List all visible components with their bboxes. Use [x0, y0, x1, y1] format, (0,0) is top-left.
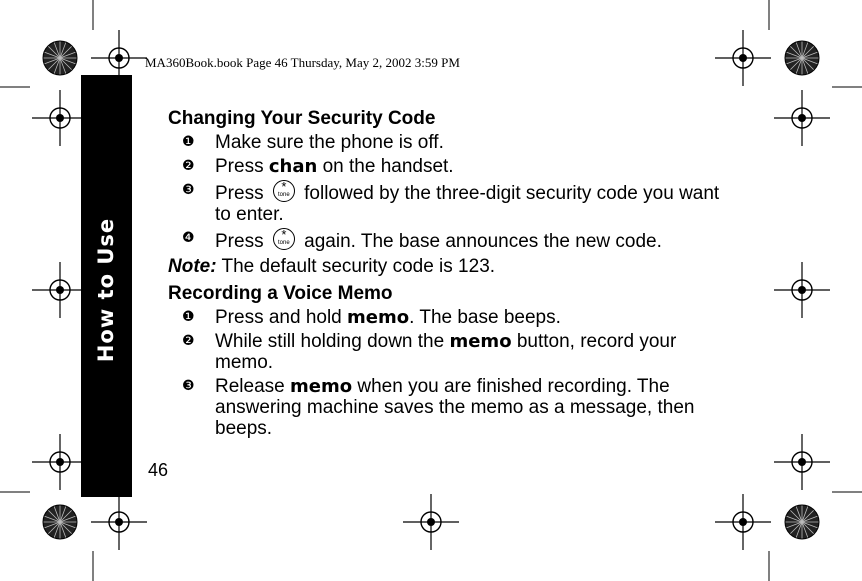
tone-key-label: tone [278, 240, 290, 246]
step [168, 132, 728, 153]
crosshair-bottom-center [403, 494, 459, 550]
registration-star-bottom-left [43, 505, 77, 539]
step-number: ❸ [182, 378, 195, 394]
crosshair-right-lower [774, 434, 830, 490]
crosshair-bottom-left [91, 494, 147, 550]
section-title-voice-memo: Recording a Voice Memo [168, 283, 393, 304]
step-number: ❸ [182, 182, 195, 198]
step-number: ❶ [182, 309, 195, 325]
crosshair-bottom-right [715, 494, 771, 550]
side-tab-label: How to Use [94, 217, 118, 363]
page-content [168, 108, 728, 439]
step-text: followed by the three-digit security code you want to enter. [215, 183, 720, 225]
crosshair-left-middle [32, 262, 88, 318]
registration-star-top-left [43, 41, 77, 75]
step-text: again. The base announces the new code. [304, 231, 662, 252]
tone-key-label: tone [278, 192, 290, 198]
tone-key-icon [273, 180, 295, 202]
section-title-security-code: Changing Your Security Code [168, 108, 436, 129]
step-text: Press [215, 183, 269, 204]
step-text: Release [215, 376, 290, 397]
step-number: ❷ [182, 158, 195, 174]
memo-key-label: memo [449, 331, 512, 352]
step-text: Make sure the phone is off. [215, 132, 444, 153]
step [168, 307, 728, 328]
step-text: when you are finished recording. The answering machine saves the memo as a message, then beeps. [215, 376, 695, 439]
step [168, 331, 728, 373]
tone-key-symbol: * [281, 179, 287, 194]
page-number: 46 [148, 460, 169, 480]
print-header: MA360Book.book Page 46 Thursday, May 2, 2002 3:59 PM [145, 55, 460, 70]
step-text: Press and hold [215, 307, 348, 328]
registration-star-bottom-right [785, 505, 819, 539]
tone-key-icon [273, 228, 295, 250]
step [168, 228, 728, 252]
registration-star-top-right [785, 41, 819, 75]
note [168, 256, 728, 277]
tone-key-symbol: * [281, 227, 287, 242]
step-text: While still holding down the [215, 331, 450, 352]
crosshair-left-lower [32, 434, 88, 490]
chan-key-label: chan [268, 156, 318, 177]
note-label: Note: [168, 256, 217, 277]
note-text: The default security code is 123. [216, 256, 496, 277]
step [168, 376, 728, 439]
step-text: button, record your memo. [215, 331, 677, 373]
step-number: ❷ [182, 333, 195, 349]
step-number: ❹ [182, 230, 195, 246]
step-text: . The base beeps. [409, 307, 561, 328]
crosshair-right-middle [774, 262, 830, 318]
step [168, 180, 728, 225]
step-text: Press [215, 156, 269, 177]
crosshair-left-upper [32, 90, 88, 146]
step-text: Press [215, 231, 269, 252]
crosshair-right-upper [774, 90, 830, 146]
step-text: on the handset. [317, 156, 454, 177]
step-number: ❶ [182, 134, 195, 150]
memo-key-label: memo [347, 307, 410, 328]
memo-key-label: memo [290, 376, 353, 397]
step [168, 156, 728, 177]
crosshair-top-right [715, 30, 771, 86]
